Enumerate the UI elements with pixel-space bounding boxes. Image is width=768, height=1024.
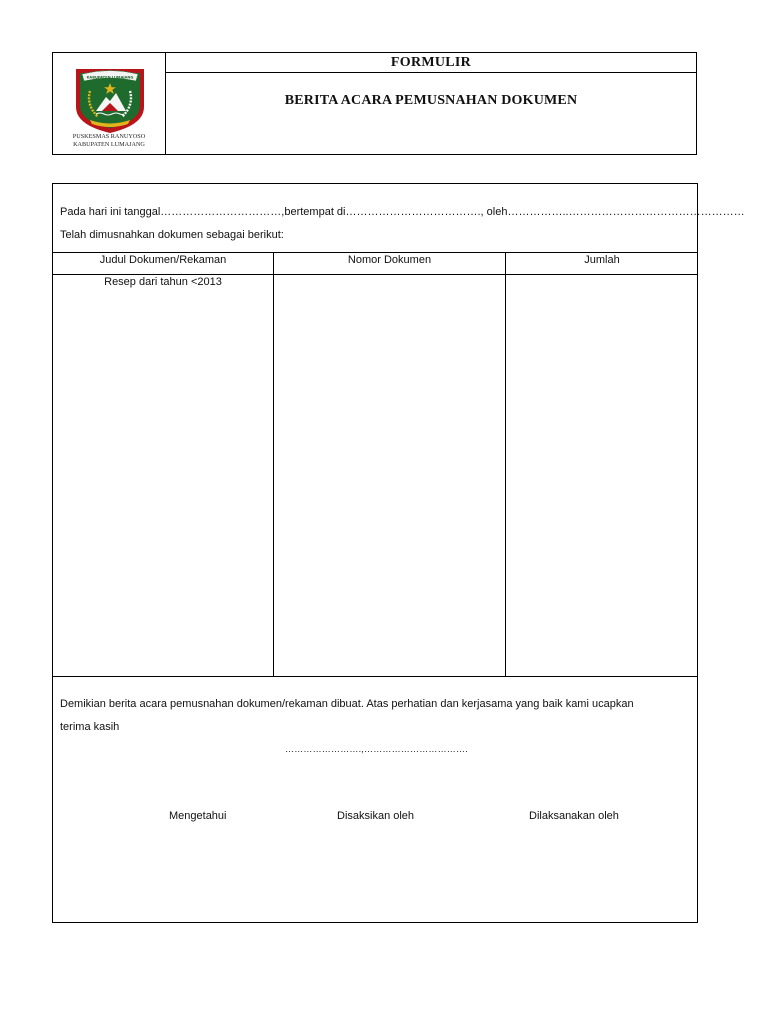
table-header-nomor: Nomor Dokumen <box>347 254 432 266</box>
intro-line-date-place[interactable]: Pada hari ini tanggal……………………………,bertempat di………………………………., oleh……………..………………………………………… <box>60 206 745 218</box>
emblem-banner-text: KABUPATEN LUMAJANG <box>86 75 134 80</box>
table-bottom-border <box>53 676 697 677</box>
lumajang-emblem-icon <box>72 63 148 135</box>
logo-caption-line1: PUSKESMAS RANUYOSO <box>72 133 146 140</box>
closing-thanks: terima kasih <box>60 721 120 733</box>
logo-caption-line2: KABUPATEN LUMAJANG <box>73 141 145 148</box>
table-cell-judul[interactable]: Resep dari tahun <2013 <box>104 276 222 288</box>
date-place-field[interactable]: …………………….,……………………………. <box>285 744 468 754</box>
form-label: FORMULIR <box>166 53 696 73</box>
signature-executed-by: Dilaksanakan oleh <box>529 810 619 822</box>
document-title: BERITA ACARA PEMUSNAHAN DOKUMEN <box>284 93 578 108</box>
closing-statement: Demikian berita acara pemusnahan dokumen/rekaman dibuat. Atas perhatian dan kerjasama yang baik kami ucapkan <box>60 698 634 710</box>
table-col-divider-1 <box>273 252 274 676</box>
table-header-judul: Judul Dokumen/Rekaman <box>99 254 227 266</box>
table-header-border <box>53 274 697 275</box>
form-body <box>52 183 745 923</box>
intro-line-list: Telah dimusnahkan dokumen sebagai berikut: <box>60 229 284 241</box>
form-header <box>52 52 697 155</box>
table-col-divider-2 <box>505 252 506 676</box>
logo-cell <box>53 53 166 154</box>
signature-known-by: Mengetahui <box>169 810 227 822</box>
signature-witnessed-by: Disaksikan oleh <box>337 810 415 822</box>
table-header-jumlah: Jumlah <box>584 254 620 266</box>
